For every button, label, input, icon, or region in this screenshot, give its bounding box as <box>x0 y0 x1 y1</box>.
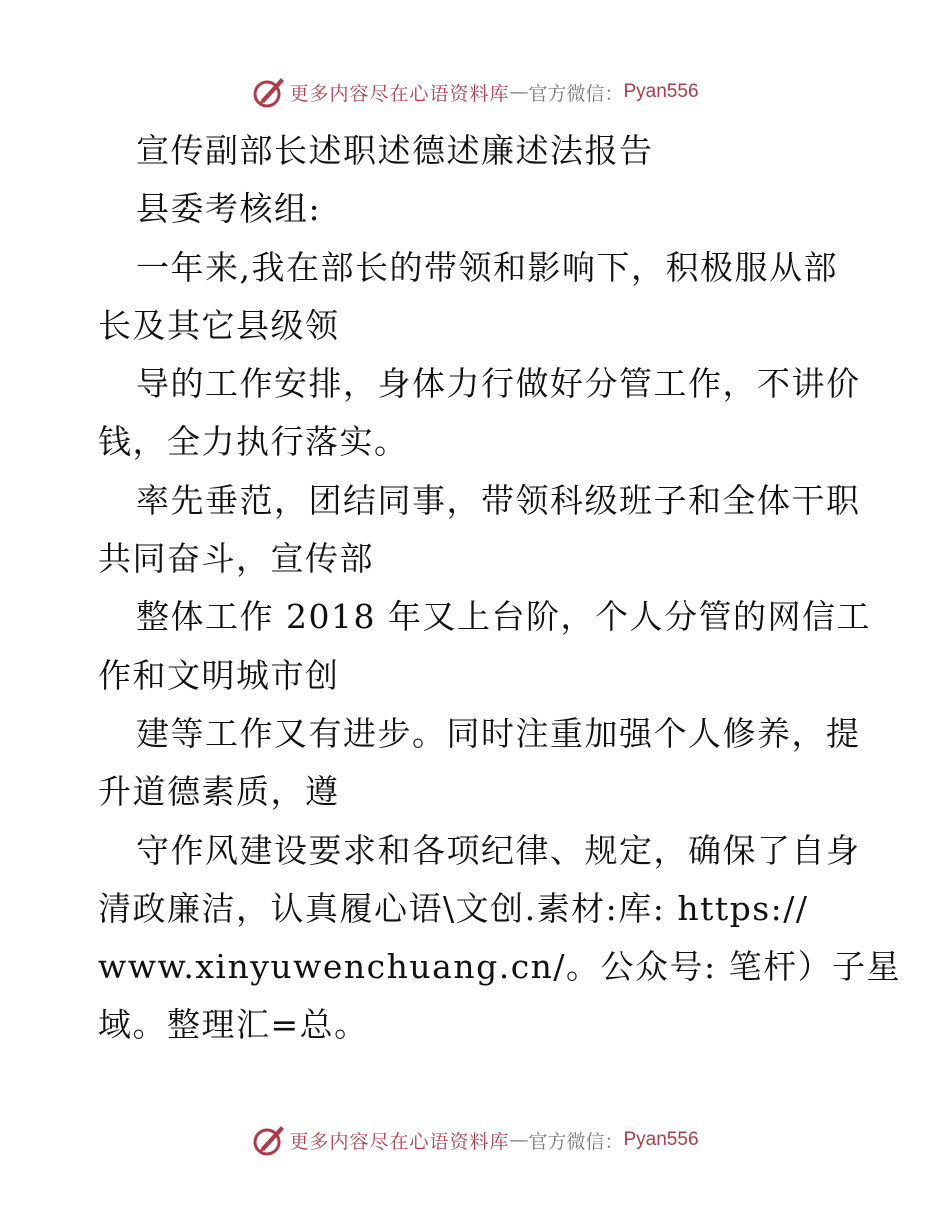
paragraph-line: 建等工作又有进步。同时注重加强个人修养，提 <box>136 713 861 753</box>
salutation: 县委考核组: <box>136 189 322 229</box>
quill-pen-logo-icon <box>251 1122 287 1158</box>
paragraph-line: 守作风建设要求和各项纪律、规定，确保了自身 <box>136 830 861 870</box>
document-body <box>98 122 902 1055</box>
watermark-wechat-label: 官方微信： <box>528 82 624 105</box>
paragraph-line: 共同奋斗，宣传部 <box>98 539 374 579</box>
watermark-separator: — <box>509 81 529 103</box>
paragraph-line: 清政廉洁，认真履心语\文创.素材:库: https:// <box>98 888 809 928</box>
paragraph-line: 整体工作 2018 年又上台阶，个人分管的网信工 <box>136 597 871 637</box>
watermark-brand: 更多内容尽在心语资料库 <box>289 1130 510 1153</box>
paragraph-line: 域。整理汇=总。 <box>98 1005 369 1045</box>
watermark-wechat-label: 官方微信： <box>528 1130 624 1153</box>
paragraph-line: 率先垂范，团结同事，带领科级班子和全体干职 <box>136 480 861 520</box>
footer-watermark <box>0 1120 950 1160</box>
paragraph-line: 一年来,我在部长的带领和影响下，积极服从部 <box>136 247 838 287</box>
watermark-wechat-handle: Pyan556 <box>623 1129 699 1150</box>
paragraph-line: 作和文明城市创 <box>98 655 340 695</box>
paragraph-line: 长及其它县级领 <box>98 305 340 345</box>
quill-pen-logo-icon <box>251 74 287 110</box>
watermark-brand: 更多内容尽在心语资料库 <box>289 82 510 105</box>
paragraph-line: www.xinyuwenchuang.cn/。公众号: 笔杆）子星 <box>98 947 902 987</box>
paragraph-line: 导的工作安排，身体力行做好分管工作，不讲价 <box>136 364 861 404</box>
paragraph-line: 升道德素质，遵 <box>98 772 340 812</box>
document-title: 宣传副部长述职述德述廉述法报告 <box>136 131 654 170</box>
watermark-wechat-handle: Pyan556 <box>623 81 699 102</box>
paragraph-line: 钱，全力执行落实。 <box>98 422 409 462</box>
header-watermark <box>0 72 950 112</box>
watermark-separator: — <box>509 1129 529 1151</box>
